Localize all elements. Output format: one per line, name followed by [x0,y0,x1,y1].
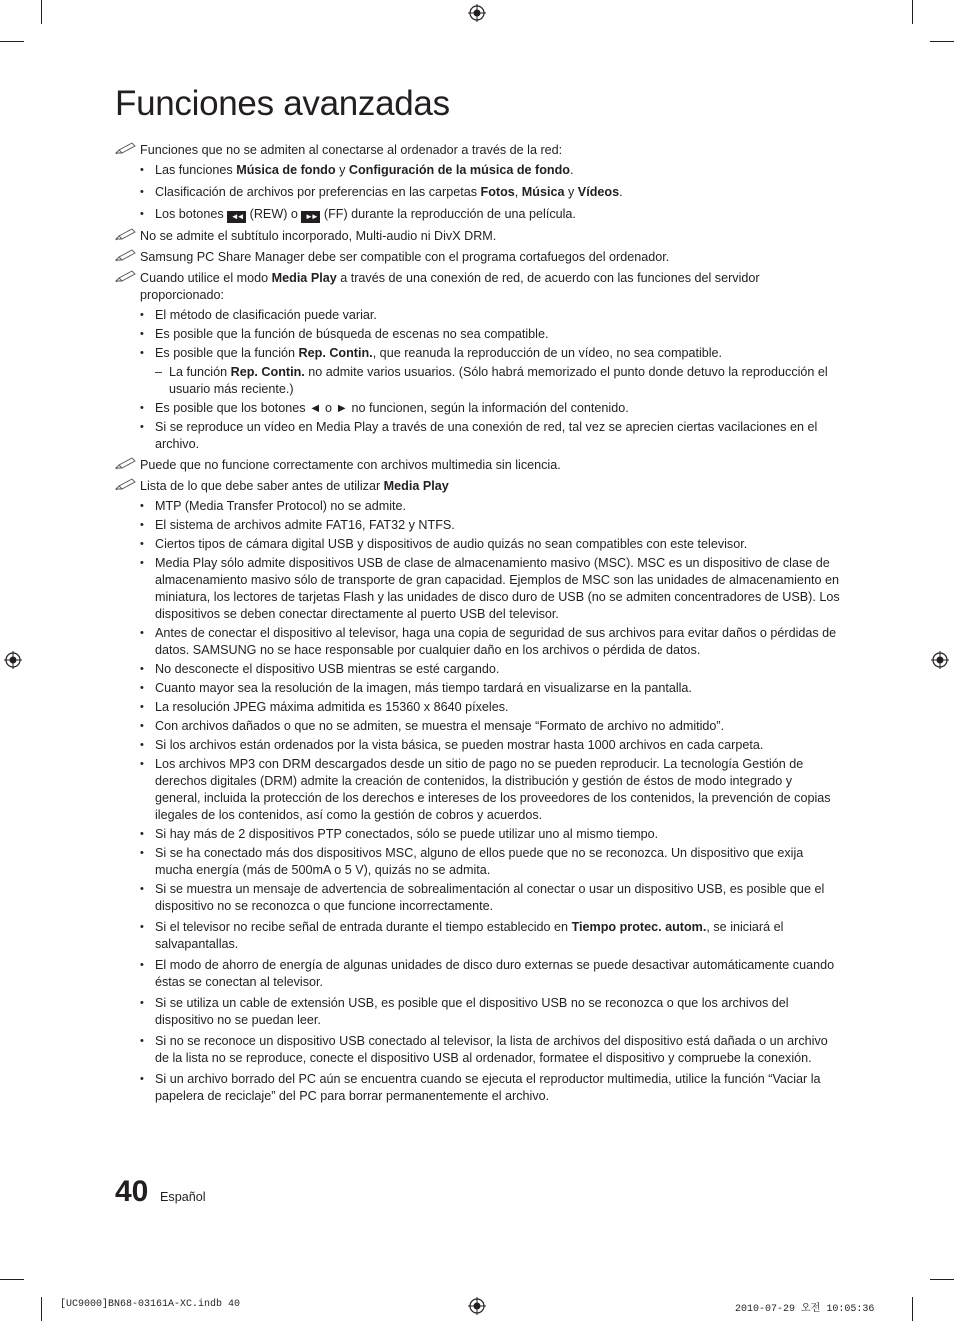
crop-mark [41,0,42,24]
registration-mark-icon [468,1297,486,1315]
list-item: • Si se reproduce un vídeo en Media Play a través de una conexión de red, tal vez se aprecien ciertas vacilaciones en el archivo. [140,420,818,451]
bullet-icon: • [140,328,144,340]
list-item: • Los botones ◄◄ (REW) o ►► (FF) durante la reproducción de una película. [140,207,576,221]
list-item: • Con archivos dañados o que no se admiten, se muestra el mensaje “Formato de archivo no admitido”. [140,719,725,733]
pencil-note-icon [115,227,137,241]
list-item: • Las funciones Música de fondo y Configuración de la música de fondo. [140,163,574,177]
note-text: Funciones que no se admiten al conectarse al ordenador a través de la red: [140,143,563,157]
list-item: • Si hay más de 2 dispositivos PTP conectados, sólo se puede utilizar uno al mismo tiempo. [140,827,659,841]
note-item [115,457,840,474]
note-item: Cuando utilice el modo Media Play a través de una conexión de red, de acuerdo con las funciones del servidor proporcionado: [115,270,840,304]
crop-mark [41,1297,42,1321]
fast-forward-icon: ►► [301,211,320,223]
registration-mark-icon [468,4,486,22]
bullet-list [115,307,840,362]
bullet-icon: • [140,921,144,933]
bullet-icon: • [140,519,144,531]
bullet-icon: • [140,739,144,751]
note-item [115,249,840,266]
note-text: Puede que no funcione correctamente con archivos multimedia sin licencia. [140,458,561,472]
bullet-icon: • [140,538,144,550]
list-item: • Si se ha conectado más dos dispositivos MSC, alguno de ellos puede que no se reconozca. Un dispositivo que exija mucha energía (más de 500mA o 5 V), quizás no se admita. [140,846,804,877]
bullet-icon: • [140,164,144,176]
bullet-icon: • [140,557,144,569]
list-item: • Es posible que la función de búsqueda de escenas no sea compatible. [140,327,549,341]
bullet-icon: • [140,208,144,220]
page-language: Español [160,1190,206,1204]
bullet-icon: • [140,1073,144,1085]
list-item: • Los archivos MP3 con DRM descargados desde un sitio de pago no se pueden reproducir. La tecnología Gestión de derechos digitales (DRM) admite la creación de contenidos, la distribución y gestión de éstos de modo integrado y general, incluida la protección de los derechos e intereses de los proveedores de los contenidos, la prevención de copias ilegales de los contenidos, así como la gestión de cobros y acuerdos. [140,757,831,822]
list-item: • La resolución JPEG máxima admitida es 15360 x 8640 píxeles. [140,700,509,714]
list-item: • Si no se reconoce un dispositivo USB conectado al televisor, la lista de archivos del dispositivo está dañada o un archivo de la lista no se reproduce, conecte el dispositivo USB al ordenador, formatee el dispositivo y compruebe la conexión. [140,1034,828,1065]
pencil-note-icon [115,141,137,155]
list-item: • Antes de conectar el dispositivo al televisor, haga una copia de seguridad de sus archivos para evitar daños o pérdidas de datos. SAMSUNG no se hace responsable por cualquier daño en los archivos o pérdida de datos. [140,626,837,657]
bullet-icon: • [140,847,144,859]
page-title: Funciones avanzadas [115,84,450,123]
rewind-icon: ◄◄ [227,211,246,223]
crop-mark [912,0,913,24]
pencil-note-icon [115,456,137,470]
bullet-list [115,400,840,453]
bullet-list [115,498,840,1105]
bullet-icon: • [140,402,144,414]
list-item: • Si un archivo borrado del PC aún se encuentra cuando se ejecuta el reproductor multimedia, utilice la función “Vaciar la papelera de reciclaje” del PC para borrar permanentemente el archivo. [140,1072,821,1103]
list-item: • MTP (Media Transfer Protocol) no se admite. [140,499,407,513]
list-item: • Si los archivos están ordenados por la vista básica, se pueden mostrar hasta 1000 archivos en cada carpeta. [140,738,764,752]
list-item: • No desconecte el dispositivo USB mientras se esté cargando. [140,662,500,676]
main-content [115,138,840,1107]
print-slug-left: [UC9000]BN68-03161A-XC.indb 40 [60,1299,241,1310]
pencil-note-icon [115,269,137,283]
bullet-icon: • [140,828,144,840]
note-text: Samsung PC Share Manager debe ser compatible con el programa cortafuegos del ordenador. [140,250,670,264]
crop-mark [0,1279,24,1280]
pencil-note-icon [115,477,137,491]
registration-mark-icon [4,651,22,669]
list-item: • Si el televisor no recibe señal de entrada durante el tiempo establecido en Tiempo protec. autom., se iniciará el salvapantallas. [140,920,784,951]
crop-mark [930,41,954,42]
bullet-icon: • [140,997,144,1009]
sub-list-item: – La función Rep. Contin. no admite varios usuarios. (Sólo habrá memorizado el punto donde detuvo la reproducción el usuario más reciente.) [155,365,828,396]
bullet-icon: • [140,1035,144,1047]
list-item: • Es posible que la función Rep. Contin., que reanuda la reproducción de un vídeo, no sea compatible. [140,346,723,360]
bullet-icon: • [140,500,144,512]
list-item: • Cuanto mayor sea la resolución de la imagen, más tiempo tardará en visualizarse en la pantalla. [140,681,692,695]
bullet-list [115,162,840,223]
list-item: • El sistema de archivos admite FAT16, FAT32 y NTFS. [140,518,455,532]
bullet-icon: • [140,758,144,770]
registration-mark-icon [931,651,949,669]
crop-mark [930,1279,954,1280]
note-item: Lista de lo que debe saber antes de utilizar Media Play [115,478,840,495]
list-item: • Clasificación de archivos por preferencias en las carpetas Fotos, Música y Vídeos. [140,185,623,199]
list-item: • El método de clasificación puede variar. [140,308,377,322]
bullet-icon: • [140,883,144,895]
bullet-icon: • [140,421,144,433]
list-item: • Media Play sólo admite dispositivos USB de clase de almacenamiento masivo (MSC). MSC es un dispositivo de clase de almacenamiento masivo sólo de transporte de gran capacidad. Ejemplos de MSC son las unidades de almacenamiento en miniatura, los lectores de tarjetas Flash y las unidades de disco duro de USB (no se admiten concentradores de USB). Los dispositivos se deben conectar directamente al puerto USB del televisor. [140,556,840,621]
bullet-icon: • [140,309,144,321]
bullet-icon: • [140,720,144,732]
bullet-icon: • [140,186,144,198]
bullet-icon: • [140,347,144,359]
list-item: • El modo de ahorro de energía de algunas unidades de disco duro externas se puede desactivar automáticamente cuando éstas se conectan al televisor. [140,958,835,989]
note-item [115,142,840,159]
bullet-icon: • [140,627,144,639]
bullet-icon: • [140,959,144,971]
print-slug-right: 2010-07-29 오전 10:05:36 [735,1304,875,1315]
bullet-icon: • [140,682,144,694]
crop-mark [912,1297,913,1321]
list-item: • Ciertos tipos de cámara digital USB y dispositivos de audio quizás no sean compatibles con este televisor. [140,537,748,551]
list-item: • Si se muestra un mensaje de advertencia de sobrealimentación al conectar o usar un dispositivo USB, es posible que el dispositivo no se reconozca o que funcione incorrectamente. [140,882,825,913]
list-item: • Es posible que los botones ◄ o ► no funcionen, según la información del contenido. [140,401,629,415]
note-text: No se admite el subtítulo incorporado, Multi-audio ni DivX DRM. [140,229,497,243]
pencil-note-icon [115,248,137,262]
note-item [115,228,840,245]
crop-mark [0,41,24,42]
bullet-icon: • [140,663,144,675]
page-number: 40 [115,1175,149,1208]
bullet-icon: • [140,701,144,713]
list-item: • Si se utiliza un cable de extensión USB, es posible que el dispositivo USB no se reconozca o que los archivos del dispositivo no se puedan leer. [140,996,789,1027]
